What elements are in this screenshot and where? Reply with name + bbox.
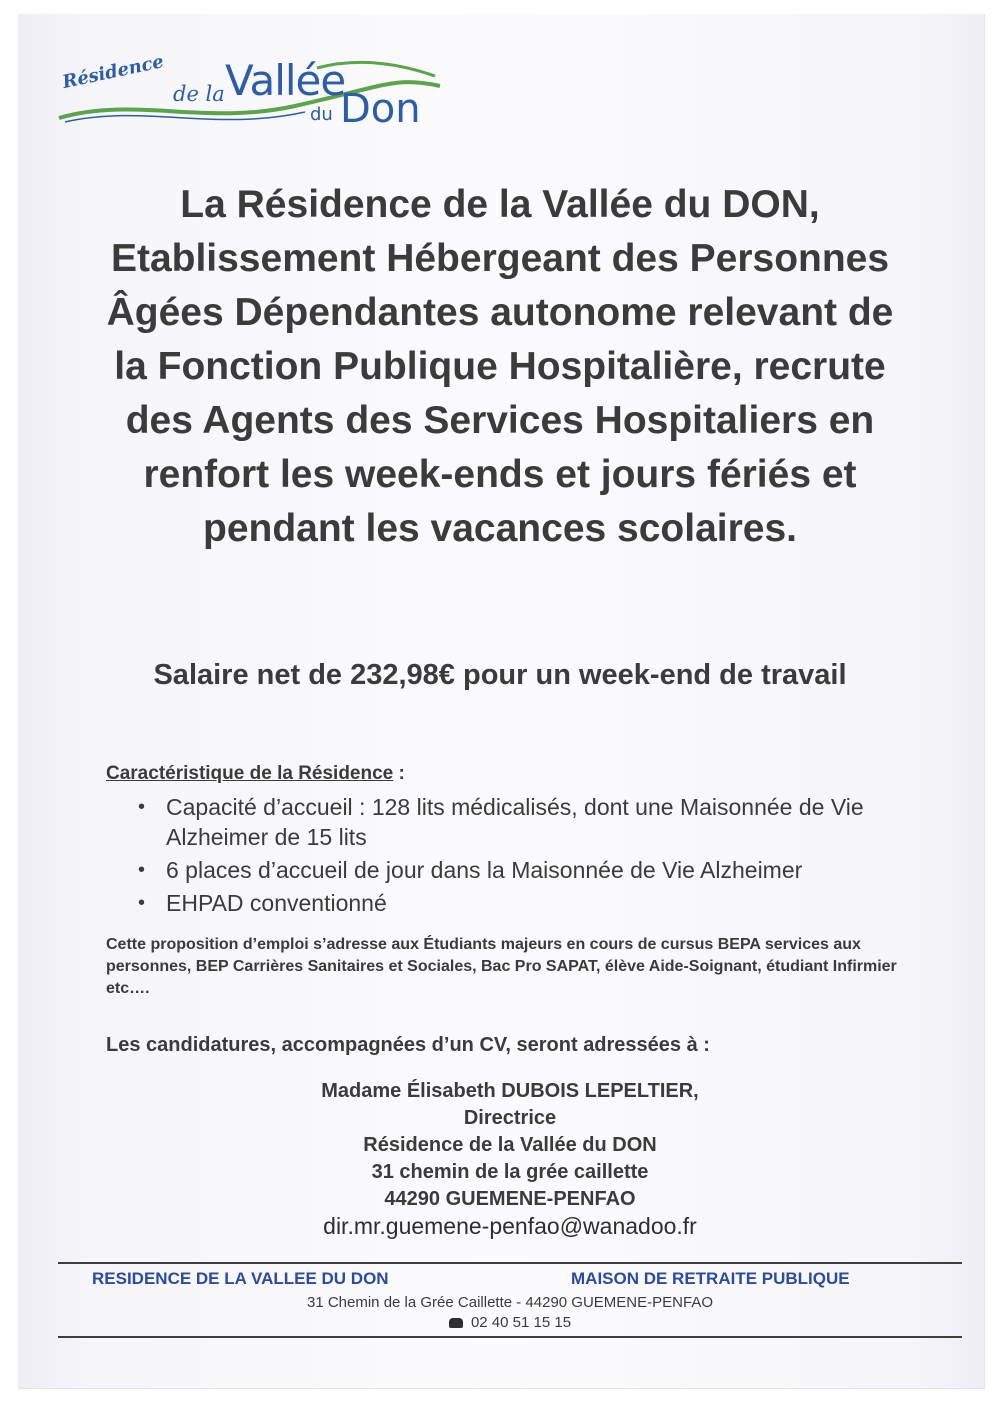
contact-email[interactable]: dir.mr.guemene-penfao@wanadoo.fr — [323, 1213, 697, 1239]
footer-institution-type: MAISON DE RETRAITE PUBLIQUE — [571, 1269, 850, 1288]
logo-word-residence: Résidence — [60, 51, 166, 93]
footer-top-divider — [58, 1262, 962, 1264]
footer-bottom-divider — [58, 1336, 962, 1338]
contact-address-block — [200, 1078, 820, 1240]
contact-city: 44290 GUEMENE-PENFAO — [384, 1188, 636, 1210]
characteristics-list — [118, 792, 908, 921]
logo-word-de-la: de la — [173, 82, 225, 106]
footer-residence-name: RESIDENCE DE LA VALLEE DU DON — [92, 1269, 389, 1288]
offer-audience-paragraph: Cette proposition d’emploi s’adresse aux Étudiants majeurs en cours de cursus BEPA services aux personnes, BEP Carrières Sanitaires et Sociales, Bac Pro SAPAT, élève Aide-Soignant, étudiant Infirmier etc…. — [106, 936, 897, 997]
footer-phone-line — [200, 1314, 820, 1331]
footer-address: 31 Chemin de la Grée Caillette - 44290 GUEMENE-PENFAO — [306, 1294, 713, 1311]
contact-street: 31 chemin de la grée caillette — [371, 1161, 649, 1183]
list-item: • 6 places d’accueil de jour dans la Maisonnée de Vie Alzheimer — [118, 855, 908, 885]
contact-name: Madame Élisabeth DUBOIS LEPELTIER, — [321, 1080, 699, 1102]
logo-word-vallee: Vallée — [225, 56, 346, 105]
phone-icon — [449, 1318, 463, 1328]
contact-organization: Résidence de la Vallée du DON — [363, 1134, 657, 1156]
residence-logo — [55, 51, 445, 136]
list-item: • Capacité d’accueil : 128 lits médicalisés, dont une Maisonnée de Vie Alzheimer de 15 lits — [118, 792, 908, 852]
logo-word-du: du — [310, 104, 333, 125]
characteristics-heading — [106, 763, 405, 785]
salary-statement: Salaire net de 232,98€ pour un week-end de travail — [153, 659, 847, 691]
application-instructions: Les candidatures, accompagnées d’un CV, seront adressées à : — [106, 1034, 710, 1056]
recruitment-headline: La Résidence de la Vallée du DON, Etablissement Hébergeant des Personnes Âgées Dépendantes autonome relevant de la Fonction Publique Hospitalière, recrute des Agents des Services Hospitaliers en renfort les week-ends et jours fériés et pendant les vacances scolaires. — [106, 183, 894, 550]
characteristics-heading-text: Caractéristique de la Résidence — [106, 763, 394, 784]
footer-phone-number: 02 40 51 15 15 — [470, 1314, 572, 1331]
characteristics-heading-colon: : — [393, 763, 405, 784]
logo-word-don: Don — [340, 86, 421, 132]
contact-role: Directrice — [463, 1107, 557, 1129]
list-item: • EHPAD conventionné — [118, 888, 908, 918]
